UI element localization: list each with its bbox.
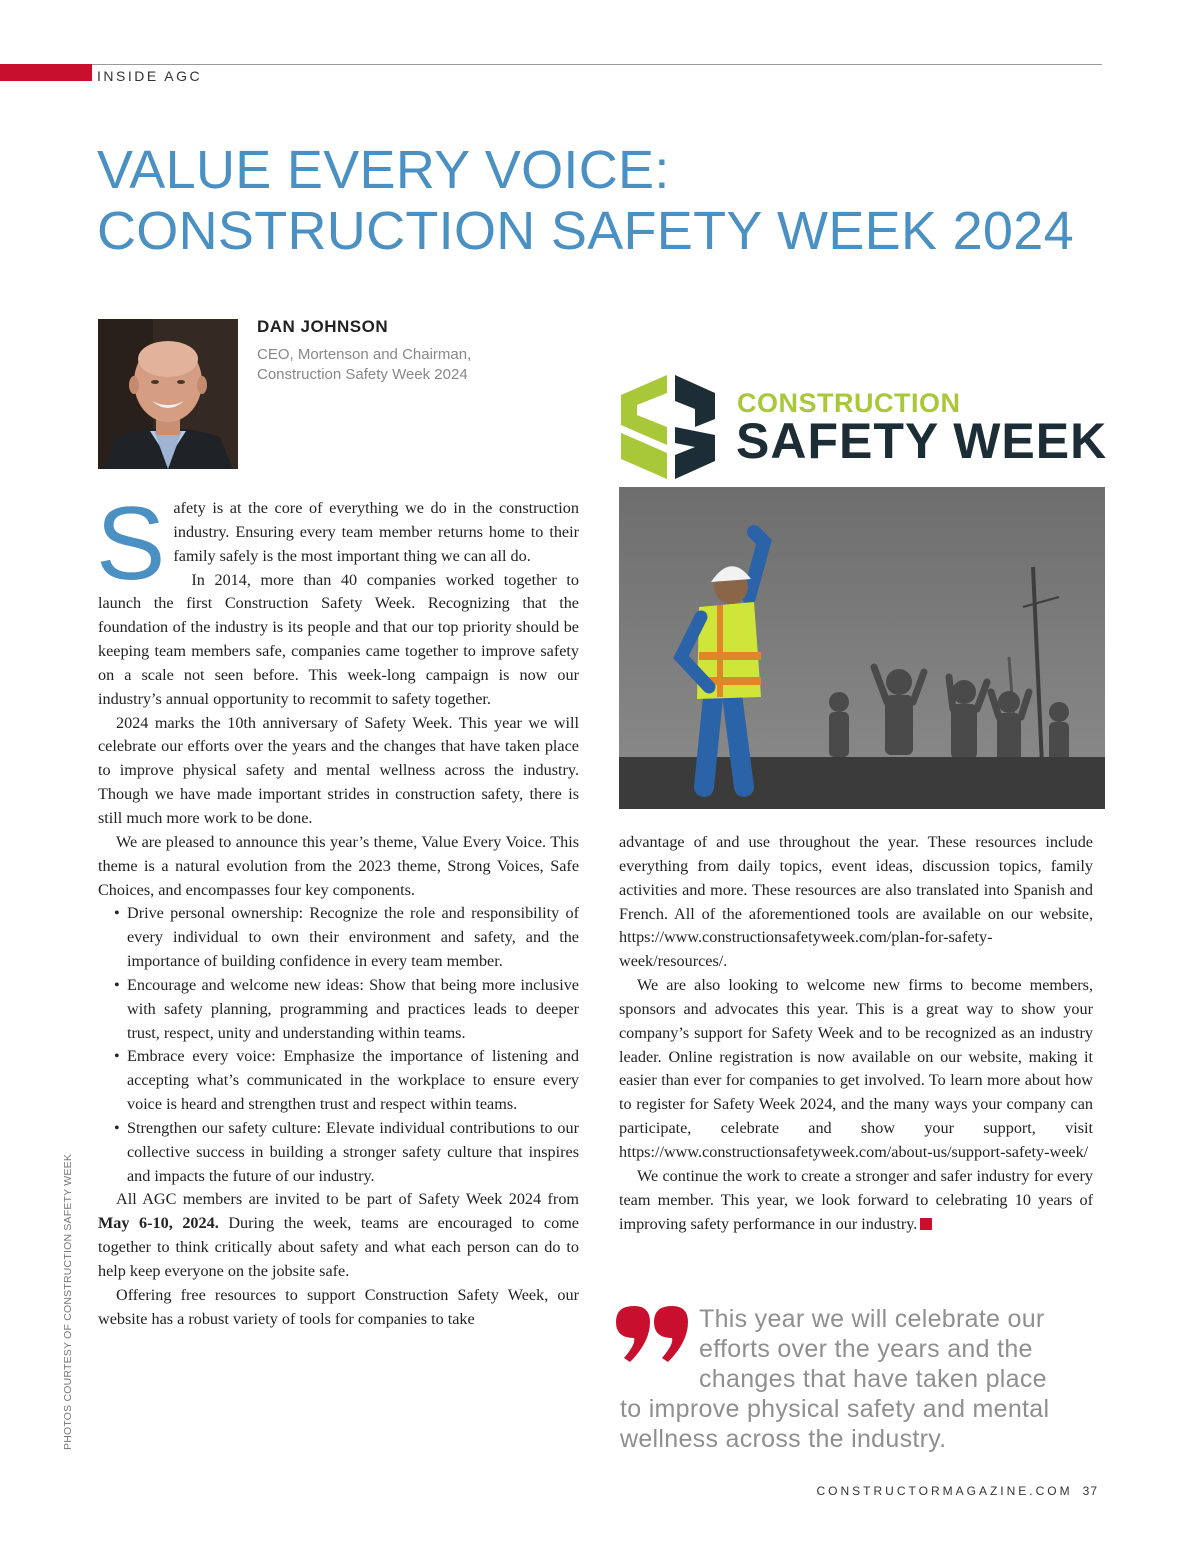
article-body-right-column: [619, 831, 1093, 1236]
list-item: • Encourage and welcome new ideas: Show that being more inclusive with safety planning, programming and practices leads to deeper trust, respect, unity and understanding within teams.: [114, 975, 579, 1042]
bullet-glyph: •: [114, 904, 120, 923]
logo-text-safety-week: SAFETY WEEK: [736, 413, 1108, 469]
theme-components-list: [98, 902, 579, 1188]
paragraph-invitation: All AGC members are invited to be part of Safety Week 2024 from May 6-10, 2024. During the week, teams are encouraged to come together to think critically about safety and what each person can do to help keep everyone on the jobsite safe.: [98, 1190, 579, 1280]
paragraph-intro: [96, 486, 579, 602]
footer-website: CONSTRUCTORMAGAZINE.COM: [816, 1484, 1073, 1498]
paragraph-closing: We continue the work to create a stronger and safer industry for every team member. This year, we look forward to celebrating 10 years of improving safety performance in our industry.: [619, 1166, 1093, 1233]
paragraph-membership: We are also looking to welcome new firms to become members, sponsors and advocates this year. This is a great way to show your company’s support for Safety Week and to be recognized as an industry leader. Online registration is now available on our website, making it easier than ever for companies to get involved. To learn more about how to register for Safety Week 2024, and the many ways your company can participate, celebrate and show your support, visit https://www.constructionsafetyweek.com/about-us/support-safety-week/: [619, 976, 1093, 1161]
list-item: • Strengthen our safety culture: Elevate individual contributions to our collective success in building a stronger safety culture that inspires and impacts the future of our industry.: [114, 1118, 579, 1185]
pull-quote: [620, 1304, 1100, 1454]
workers-stretching-photo: [619, 487, 1105, 809]
pull-quote-line-5: wellness across the industry.: [620, 1425, 947, 1453]
bullet-glyph: •: [114, 975, 120, 994]
paragraph-resources: Offering free resources to support Construction Safety Week, our website has a robust variety of tools for companies to take: [98, 1285, 579, 1328]
article-title: [97, 140, 1127, 262]
event-dates: May 6-10, 2024.: [98, 1214, 219, 1233]
pull-quote-line-3: changes that have taken place: [699, 1365, 1047, 1393]
author-role-line-1: CEO, Mortenson and Chairman,: [257, 346, 472, 363]
workers-stretching-illustration: [619, 487, 1105, 809]
page-number: 37: [1082, 1484, 1098, 1498]
section-color-bar: [0, 64, 92, 81]
title-line-1: VALUE EVERY VOICE:: [97, 140, 670, 200]
pull-quote-line-2: efforts over the years and the: [699, 1335, 1033, 1363]
list-item: • Drive personal ownership: Recognize the role and responsibility of every individual to own their environment and safety, and the importance of building confidence in every team member.: [114, 904, 579, 971]
author-name: DAN JOHNSON: [257, 317, 389, 336]
author-portrait: [98, 319, 238, 469]
pull-quote-line-4: to improve physical safety and mental: [620, 1395, 1050, 1423]
paragraph-intro-text: afety is at the core of everything we do in the construction industry. Ensuring every team member returns home to their family safely is the most important thing we can all do.: [173, 499, 579, 565]
title-line-2: CONSTRUCTION SAFETY WEEK 2024: [97, 201, 1074, 261]
page-footer: [817, 1484, 1098, 1498]
paragraph-theme: We are pleased to announce this year’s theme, Value Every Voice. This theme is a natural evolution from the 2023 theme, Strong Voices, Safe Choices, and encompasses four key components.: [98, 832, 579, 899]
list-item: • Embrace every voice: Emphasize the importance of listening and accepting what’s communicated in the workplace to ensure every voice is heard and strengthen trust and respect within teams.: [114, 1047, 579, 1114]
photo-credit: PHOTOS COURTESY OF CONSTRUCTION SAFETY WEEK: [62, 1153, 74, 1450]
article-body-left-column: [96, 486, 579, 1332]
logo-text-construction: CONSTRUCTION: [737, 388, 961, 418]
drop-cap: S: [96, 486, 166, 602]
bullet-glyph: •: [114, 1047, 120, 1066]
paragraph-history: In 2014, more than 40 companies worked together to launch the first Construction Safety Week. Recognizing that the foundation of the industry is its people and that our top priority should be keeping team members safe, companies came together to improve safety on a scale not seen before. This week-long campaign is now our industry’s annual opportunity to recommit to safety together.: [98, 570, 579, 708]
end-of-article-mark: [920, 1218, 932, 1230]
safety-week-logo-mark: [619, 373, 731, 481]
paragraph-resources-continued: advantage of and use throughout the year. These resources include everything from daily topics, event ideas, discussion topics, family activities and more. These resources are also translated into Spanish and French. All of the aforementioned tools are available on our website, https://www.constructionsafetyweek.com/plan-for-safety-week/resources/.: [619, 833, 1093, 971]
section-label: INSIDE AGC: [97, 68, 203, 84]
author-portrait-illustration: [98, 319, 238, 469]
author-role-line-2: Construction Safety Week 2024: [257, 366, 468, 383]
header-rule: [92, 64, 1102, 65]
bullet-glyph: •: [114, 1118, 120, 1137]
paragraph-anniversary: 2024 marks the 10th anniversary of Safety Week. This year we will celebrate our efforts over the years and the changes that have taken place to improve physical safety and mental wellness across the industry. Though we have made important strides in construction safety, there is still much more work to be done.: [98, 713, 579, 827]
pull-quote-line-1: This year we will celebrate our: [699, 1305, 1045, 1333]
